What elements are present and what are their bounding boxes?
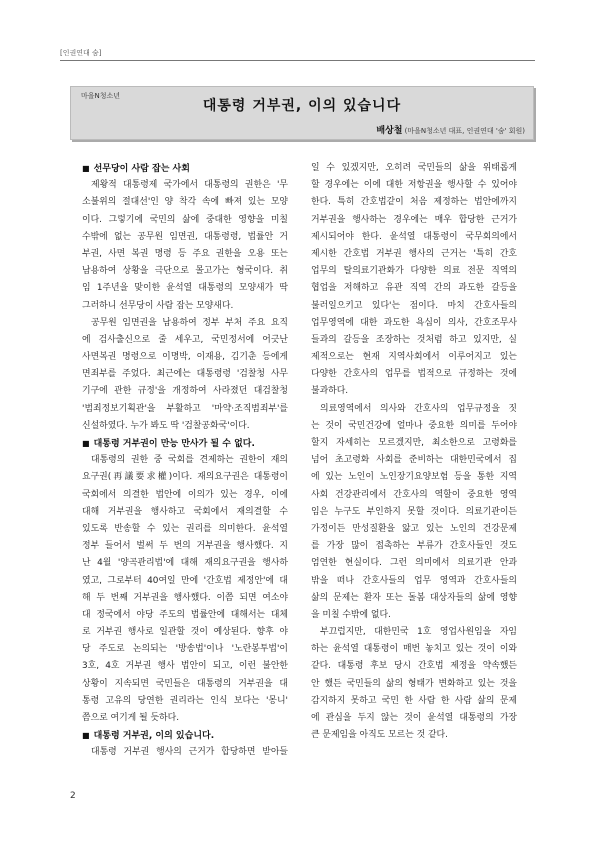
section-heading: ■ 대통령 거부권, 이의 있습니다. — [82, 727, 288, 744]
body-text-line: 요구권(再議要求權)이다. 재의요구권은 대통령이 — [82, 472, 288, 483]
body-text-line: 상황이 지속되면 국민들은 대통령의 거부권을 대 — [82, 678, 288, 689]
body-text-line: 남용하여 상황을 극단으로 몰고가는 형국이다. 취 — [82, 266, 288, 277]
header-divider — [60, 60, 535, 61]
body-text-line: 거부권을 행사하는 경우에는 매우 합당한 근거가 — [311, 214, 517, 225]
body-text-line: '범죄정보기획관'을 부활하고 '마약·조직범죄부'를 — [82, 403, 288, 414]
body-text-line: 쯤으로 여기게 될 듯하다. — [82, 713, 180, 723]
body-text-line: 하는 윤석열 대통령이 매번 놓치고 있는 것이 이와 — [311, 644, 517, 655]
body-text-line: 불과하다. — [311, 386, 349, 397]
body-text-line: 제적으로는 현재 지역사회에서 이루어지고 있는 — [311, 352, 517, 363]
running-header: [인권연대 숨] — [60, 49, 102, 57]
body-text-line: 부권, 사면 복권 명령 등 주요 권한을 오용 또는 — [82, 248, 288, 259]
body-text-line: 협업을 저해하고 유관 직역 간의 과도한 갈등을 — [311, 283, 517, 294]
body-text-line: 에 있는 노인이 노인장기요양보험 등을 통한 지역 — [311, 472, 517, 483]
body-text-line: 대통령 거부권 행사의 근거가 합당하면 받아들 — [91, 747, 288, 758]
body-text-line: 수밖에 없는 공무원 임면권, 대통령령, 법률안 거 — [82, 231, 288, 242]
body-text-line: 다양한 간호사의 업무를 법적으로 규정하는 것에 — [311, 369, 517, 380]
body-text-line: 통령 고유의 당연한 권리라는 인식 보다는 '몽니' — [82, 695, 288, 706]
body-text-line: 할지 자세히는 모르겠지만, 최소한으로 고령화를 — [311, 438, 517, 448]
body-text-line: 가정이든 만성질환을 앓고 있는 노인의 건강문제 — [311, 523, 517, 534]
body-text-line: 있도록 반송할 수 있는 권리를 의미한다. 윤석열 — [82, 523, 288, 534]
body-text-line: 신설하였다. 누가 봐도 딱 '검찰공화국'이다. — [82, 420, 250, 431]
body-text-line: 삶의 문제는 환자 또는 돌봄 대상자들의 삶에 영향 — [311, 592, 517, 603]
body-text-line: 임 1주년을 맞이한 윤석열 대통령의 모양새가 딱 — [82, 283, 288, 294]
body-text-line: 이다. 그렇기에 국민의 삶에 중대한 영향을 미칠 — [82, 214, 288, 225]
body-text-line: 로 거부권 행사로 일관할 것이 예상된다. 향후 야 — [82, 627, 288, 638]
body-text-line: 정부 들어서 벌써 두 번의 거부권을 행사했다. 지 — [82, 541, 288, 552]
body-text-line: 해 두 번째 거부권을 행사했다. 이쯤 되면 여소야 — [82, 592, 288, 603]
body-text-line: 임은 누구도 부인하지 못할 것이다. 의료기관이든 — [311, 506, 517, 517]
body-text-line: 대해 거부권을 행사하고 국회에서 재의결할 수 — [82, 506, 288, 517]
body-text-line: 면죄부를 주었다. 최근에는 대통령령 '검찰청 사무 — [82, 369, 288, 380]
author-byline — [376, 123, 525, 136]
body-text-line: 업무영역에 대한 과도한 욕심이 의사, 간호조무사 — [311, 317, 517, 328]
body-text-line: 대 정국에서 야당 주도의 법률안에 대해서는 대체 — [82, 609, 288, 620]
body-text-line: 일 수 있겠지만, 오히려 국민들의 삶을 위태롭게 — [311, 163, 517, 173]
body-text-line: 밖을 떠나 간호사들의 업무 영역과 간호사들의 — [311, 575, 517, 586]
body-text-line: 3호, 4호 거부권 행사 법안이 되고, 이런 불안한 — [82, 661, 288, 672]
body-text-line: 사면복권 명령으로 이명박, 이재용, 김기춘 등에게 — [82, 352, 288, 363]
body-text-line: 할 경우에는 이에 대한 저항권을 행사할 수 있어야 — [311, 180, 517, 191]
body-text-line: 의료영역에서 의사와 간호사의 업무규정을 짓 — [320, 403, 517, 414]
author-affiliation: (마을N청소년 대표, 인권연대 '숨' 회원) — [404, 127, 525, 135]
title-banner — [70, 86, 534, 140]
section-label: 마을N청소년 — [81, 92, 121, 100]
body-text-line: 공무원 임면권을 남용하여 정부 부처 주요 요직 — [91, 317, 288, 328]
body-text-line: 를 가장 많이 접촉하는 부류가 간호사들인 것도 — [311, 541, 517, 552]
section-heading: ■ 선무당이 사람 잡는 사회 — [82, 160, 288, 177]
body-text-line: 한다. 특히 간호법같이 처음 제정하는 법안에까지 — [311, 197, 517, 208]
body-text-line: 제시되어야 한다. 윤석열 대통령이 국무회의에서 — [311, 231, 517, 242]
body-text-line: 감지하지 못하고 국민 한 사람 한 사람 삶의 문제 — [311, 695, 517, 706]
body-text-line: 그러하니 선무당이 사람 잡는 모양새다. — [82, 300, 234, 311]
right-column — [311, 160, 517, 744]
section-heading: ■ 대통령 거부권이 만능 만사가 될 수 없다. — [82, 435, 288, 452]
body-text-line: 에 검사출신으로 줄 세우고, 국민정서에 어긋난 — [82, 334, 288, 345]
author-name: 배상철 — [376, 126, 403, 136]
body-text-line: 난 4월 '양곡관리법'에 대해 재의요구권을 행사하 — [82, 558, 288, 569]
body-text-line: 부끄럽지만, 대한민국 1호 영업사원임을 자임 — [320, 627, 517, 638]
body-text-line: 안 했든 국민들의 삶의 형태가 변화하고 있는 것을 — [311, 678, 517, 689]
body-text-line: 제왕적 대통령제 국가에서 대통령의 권한은 '무 — [91, 180, 288, 191]
body-text-line: 업무의 탈의료기관화가 다양한 의료 전문 직역의 — [311, 266, 517, 277]
page-number: 2 — [70, 791, 76, 801]
body-text-line: 사회 건강관리에서 간호사의 역할이 중요한 영역 — [311, 489, 517, 500]
body-text-line: 대통령의 권한 중 국회를 견제하는 권한이 재의 — [91, 455, 288, 466]
body-text-line: 들과의 갈등을 조장하는 것처럼 하고 있지만, 실 — [311, 334, 517, 345]
article-title: 대통령 거부권, 이의 있습니다 — [202, 98, 402, 114]
body-text-line: 기구에 관한 규정'을 개정하여 사라졌던 대검찰청 — [82, 386, 288, 397]
body-text-line: 제시한 간호법 거부권 행사의 근거는 '특히 간호 — [311, 248, 517, 259]
body-text-line: 같다. 대통령 후보 당시 간호법 제정을 약속했든 — [311, 661, 517, 672]
body-text-line: 불러일으키고 있다'는 점이다. 마치 간호사들의 — [311, 300, 517, 311]
body-text-line: 을 미칠 수밖에 없다. — [311, 609, 391, 620]
body-text-line: 당 주도로 논의되는 '방송법'이나 '노란봉투법'이 — [82, 644, 288, 655]
body-text-line: 큰 문제임을 아직도 모르는 것 같다. — [311, 730, 448, 741]
body-text-line: 에 관심을 두지 않는 것이 윤석열 대통령의 가장 — [311, 713, 517, 723]
body-text-line: 국회에서 의결한 법안에 이의가 있는 경우, 이에 — [82, 489, 288, 500]
body-text-line: 엄연한 현실이다. 그런 의미에서 의료기관 안과 — [311, 558, 517, 569]
body-text-line: 였고, 그로부터 40여일 만에 '간호법 제정안'에 대 — [82, 575, 288, 586]
body-text-line: 소불위의 절대선'인 양 착각 속에 빠져 있는 모양 — [82, 197, 288, 208]
body-text-line: 넘어 초고령화 사회를 준비하는 대한민국에서 집 — [311, 455, 517, 466]
left-column — [82, 160, 288, 762]
body-text-line: 는 것이 국민건강에 얼마나 중요한 의미를 두어야 — [311, 420, 517, 431]
